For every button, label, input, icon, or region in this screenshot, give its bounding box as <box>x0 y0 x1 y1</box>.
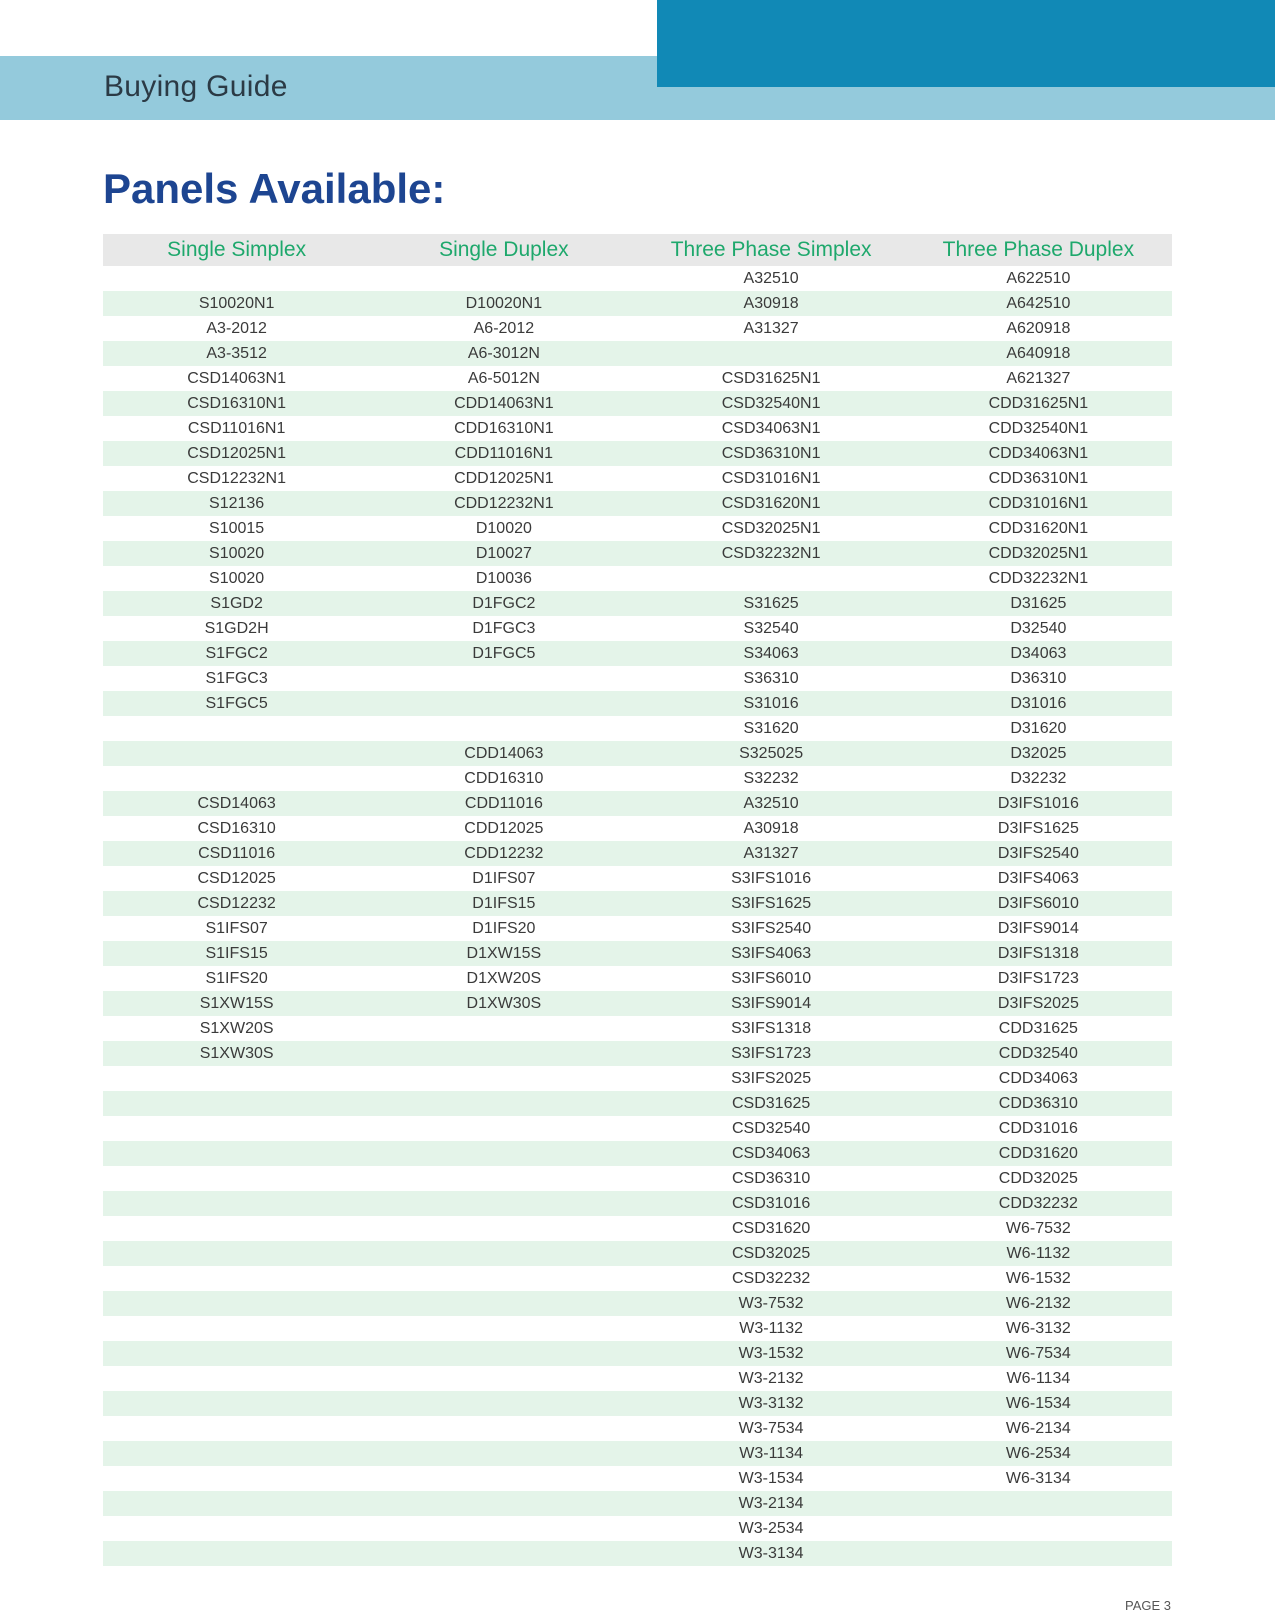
table-cell: CSD32540N1 <box>721 395 821 412</box>
table-cell: D34063 <box>1010 645 1067 662</box>
table-row <box>103 1041 1172 1066</box>
table-cell: S3IFS2540 <box>731 920 812 937</box>
table-cell: CDD14063N1 <box>454 395 554 412</box>
table-cell <box>905 1541 1172 1566</box>
table-cell: D36310 <box>1010 670 1067 687</box>
table-cell: D3IFS6010 <box>997 895 1079 912</box>
table-row <box>103 1216 1172 1241</box>
table-cell: CDD11016N1 <box>454 445 554 462</box>
table-row <box>103 491 1172 516</box>
table-cell: S1XW15S <box>199 995 274 1012</box>
table-cell <box>370 666 637 691</box>
table-cell <box>370 1291 637 1316</box>
table-cell: CDD32540 <box>998 1045 1078 1062</box>
table-row <box>103 791 1172 816</box>
table-cell: W6-3134 <box>1005 1470 1071 1487</box>
column-header-three-phase-duplex: Three Phase Duplex <box>942 238 1135 261</box>
table-cell: CDD31016 <box>998 1120 1078 1137</box>
table-cell: A6-5012N <box>467 370 540 387</box>
table-cell: S31620 <box>743 720 799 737</box>
table-cell <box>103 1366 370 1391</box>
table-cell: S3IFS1723 <box>731 1045 812 1062</box>
table-cell: CSD14063N1 <box>187 370 286 387</box>
table-cell: CDD34063N1 <box>988 445 1089 462</box>
table-cell: CSD11016 <box>198 845 276 862</box>
table-cell: D32232 <box>1010 770 1067 787</box>
table-row <box>103 516 1172 541</box>
table-cell: W6-1532 <box>1005 1270 1071 1287</box>
table-cell <box>103 1541 370 1566</box>
table-row <box>103 1366 1172 1391</box>
table-row <box>103 1416 1172 1441</box>
table-cell: D1XW15S <box>466 945 542 962</box>
table-row <box>103 1266 1172 1291</box>
table-row <box>103 341 1172 366</box>
table-cell <box>370 1466 637 1491</box>
table-cell <box>370 1241 637 1266</box>
table-cell: A622510 <box>1006 270 1071 287</box>
table-cell: D31625 <box>1010 595 1067 612</box>
table-cell: D10027 <box>475 545 532 562</box>
table-cell: CDD14063 <box>464 745 544 762</box>
table-cell <box>103 1141 370 1166</box>
table-cell: CDD16310 <box>464 770 544 787</box>
table-cell: D1FGC2 <box>472 595 536 612</box>
table-cell: W3-3134 <box>738 1545 804 1562</box>
table-cell: D1IFS15 <box>472 895 536 912</box>
table-cell: S10020 <box>209 545 265 562</box>
table-cell: CSD12232N1 <box>187 470 286 487</box>
table-cell <box>103 716 370 741</box>
table-cell <box>370 1491 637 1516</box>
table-row <box>103 1191 1172 1216</box>
page-number: PAGE 3 <box>1124 1598 1171 1613</box>
table-cell: CDD31016N1 <box>988 495 1089 512</box>
table-cell <box>370 1191 637 1216</box>
table-cell: S31016 <box>743 695 799 712</box>
table-cell: CSD31625N1 <box>721 370 821 387</box>
table-cell: CSD34063 <box>731 1145 811 1162</box>
table-row <box>103 841 1172 866</box>
table-cell: CSD31016 <box>731 1195 811 1212</box>
table-cell: S10020 <box>209 570 265 587</box>
table-row <box>103 1166 1172 1191</box>
table-cell <box>370 1066 637 1091</box>
table-cell: S1IFS07 <box>205 920 268 937</box>
table-row <box>103 466 1172 491</box>
table-row <box>103 291 1172 316</box>
table-row <box>103 266 1172 291</box>
table-header-row <box>103 234 1172 266</box>
table-row <box>103 391 1172 416</box>
table-cell: D3IFS4063 <box>997 870 1079 887</box>
table-cell: CSD16310N1 <box>187 395 286 412</box>
table-cell <box>103 1466 370 1491</box>
panels-table <box>103 234 1172 1566</box>
table-cell: W6-2134 <box>1005 1420 1071 1437</box>
table-cell <box>370 1366 637 1391</box>
table-row <box>103 541 1172 566</box>
table-cell: W3-1132 <box>739 1320 803 1337</box>
table-cell: S10020N1 <box>198 295 275 312</box>
table-cell: S1GD2H <box>204 620 269 637</box>
table-cell <box>103 1441 370 1466</box>
table-cell: S36310 <box>743 670 799 687</box>
table-row <box>103 1066 1172 1091</box>
table-cell <box>370 1016 637 1041</box>
table-cell <box>103 1266 370 1291</box>
table-cell: A31327 <box>743 845 799 862</box>
table-cell: S1FGC2 <box>205 645 268 662</box>
table-cell <box>905 1491 1172 1516</box>
table-cell <box>370 1041 637 1066</box>
table-cell: S3IFS4063 <box>731 945 812 962</box>
table-cell <box>370 1441 637 1466</box>
table-cell: D1IFS20 <box>472 920 536 937</box>
table-cell: A6-3012N <box>467 345 540 362</box>
table-cell <box>103 1066 370 1091</box>
table-row <box>103 716 1172 741</box>
table-row <box>103 641 1172 666</box>
table-cell: W6-1534 <box>1005 1395 1071 1412</box>
table-row <box>103 866 1172 891</box>
table-cell: CDD11016 <box>464 795 543 812</box>
table-cell: A642510 <box>1006 295 1071 312</box>
column-header-three-phase-simplex: Three Phase Simplex <box>670 238 872 261</box>
table-cell: S31625 <box>743 595 799 612</box>
table-cell: A32510 <box>743 795 799 812</box>
table-cell: D1IFS07 <box>472 870 536 887</box>
table-cell <box>103 1516 370 1541</box>
table-cell: A6-2012 <box>473 320 535 337</box>
table-cell: S1FGC5 <box>205 695 268 712</box>
table-cell <box>638 341 905 366</box>
table-cell: S32232 <box>743 770 799 787</box>
table-cell: CDD32232 <box>998 1195 1078 1212</box>
table-row <box>103 816 1172 841</box>
table-cell: D10020 <box>475 520 532 537</box>
table-cell: D3IFS1318 <box>997 945 1079 962</box>
table-cell <box>103 766 370 791</box>
table-cell: D3IFS1625 <box>997 820 1079 837</box>
table-cell: D3IFS1016 <box>997 795 1079 812</box>
table-row <box>103 1391 1172 1416</box>
table-cell: W6-1132 <box>1006 1245 1071 1262</box>
table-row <box>103 966 1172 991</box>
table-cell: A621327 <box>1006 370 1071 387</box>
table-cell <box>370 1116 637 1141</box>
table-cell: S1IFS20 <box>205 970 268 987</box>
table-cell <box>370 1141 637 1166</box>
table-cell: S3IFS1016 <box>731 870 812 887</box>
table-cell <box>103 266 370 291</box>
table-cell: A30918 <box>743 820 799 837</box>
table-cell <box>103 1091 370 1116</box>
table-cell <box>103 1241 370 1266</box>
table-cell: S10015 <box>209 520 265 537</box>
table-cell: W3-3132 <box>738 1395 804 1412</box>
table-row <box>103 1291 1172 1316</box>
page-title: Panels Available: <box>103 165 446 212</box>
table-row <box>103 1091 1172 1116</box>
table-row <box>103 941 1172 966</box>
table-row <box>103 591 1172 616</box>
table-row <box>103 441 1172 466</box>
table-cell: W6-2534 <box>1005 1445 1071 1462</box>
table-cell <box>370 266 637 291</box>
table-cell: A30918 <box>743 295 799 312</box>
table-cell: CDD16310N1 <box>454 420 554 437</box>
table-row <box>103 1516 1172 1541</box>
table-cell: CDD31620 <box>998 1145 1078 1162</box>
table-cell: W6-2132 <box>1005 1295 1071 1312</box>
table-cell: D1XW30S <box>466 995 542 1012</box>
table-cell: CDD32025 <box>998 1170 1078 1187</box>
table-cell <box>103 1191 370 1216</box>
table-cell <box>103 1116 370 1141</box>
table-cell: W6-7534 <box>1005 1345 1071 1362</box>
table-cell: S1XW30S <box>199 1045 274 1062</box>
table-row <box>103 1491 1172 1516</box>
table-cell: S3IFS1318 <box>731 1020 812 1037</box>
table-cell <box>370 1391 637 1416</box>
table-cell <box>370 1216 637 1241</box>
table-cell: CDD31625 <box>998 1020 1078 1037</box>
table-cell: CDD36310 <box>998 1095 1078 1112</box>
table-row <box>103 1466 1172 1491</box>
table-cell <box>103 1341 370 1366</box>
column-header-single-duplex: Single Duplex <box>439 238 569 261</box>
table-cell: CSD32025 <box>731 1245 811 1262</box>
table-cell <box>370 1341 637 1366</box>
table-row <box>103 691 1172 716</box>
table-cell: A620918 <box>1006 320 1071 337</box>
table-cell: S1FGC3 <box>205 670 268 687</box>
table-row <box>103 616 1172 641</box>
table-cell: W6-7532 <box>1005 1220 1071 1237</box>
table-cell: W3-2534 <box>738 1520 804 1537</box>
table-cell: D1FGC5 <box>472 645 536 662</box>
table-cell <box>370 1541 637 1566</box>
table-row <box>103 991 1172 1016</box>
table-cell <box>370 691 637 716</box>
table-cell: S3IFS6010 <box>731 970 812 987</box>
table-cell <box>638 566 905 591</box>
table-cell: CSD31016N1 <box>721 470 821 487</box>
table-cell: CSD32540 <box>731 1120 811 1137</box>
table-cell: A31327 <box>743 320 799 337</box>
table-cell: D31620 <box>1010 720 1067 737</box>
table-cell: S3IFS1625 <box>731 895 812 912</box>
table-cell <box>370 1266 637 1291</box>
table-cell <box>370 1091 637 1116</box>
table-cell: CDD31620N1 <box>988 520 1089 537</box>
table-cell: CSD31625 <box>731 1095 811 1112</box>
table-cell <box>103 1166 370 1191</box>
table-row <box>103 566 1172 591</box>
table-cell: W3-7532 <box>738 1295 804 1312</box>
table-cell: D10020N1 <box>465 295 543 312</box>
table-cell <box>103 1316 370 1341</box>
table-row <box>103 416 1172 441</box>
table-body <box>103 266 1172 1566</box>
table-cell <box>370 1416 637 1441</box>
table-cell: S1IFS15 <box>205 945 268 962</box>
header-title: Buying Guide <box>104 70 288 103</box>
table-cell <box>103 1491 370 1516</box>
table-cell: CDD12232N1 <box>454 495 554 512</box>
table-row <box>103 891 1172 916</box>
table-cell: S12136 <box>209 495 265 512</box>
table-row <box>103 316 1172 341</box>
table-cell <box>103 741 370 766</box>
table-row <box>103 1541 1172 1566</box>
table-cell: CDD12025 <box>464 820 544 837</box>
table-cell <box>370 1166 637 1191</box>
table-cell: W3-1134 <box>739 1445 803 1462</box>
table-cell: CSD12025 <box>197 870 276 887</box>
table-cell: A32510 <box>743 270 799 287</box>
table-cell <box>370 716 637 741</box>
table-cell: S3IFS2025 <box>731 1070 812 1087</box>
table-cell: W3-1532 <box>738 1345 804 1362</box>
table-cell: CDD12025N1 <box>454 470 554 487</box>
table-cell: D1XW20S <box>466 970 542 987</box>
table-cell: CSD16310 <box>197 820 276 837</box>
table-row <box>103 1116 1172 1141</box>
table-cell: W6-1134 <box>1006 1370 1071 1387</box>
table-row <box>103 1141 1172 1166</box>
table-cell: CSD36310 <box>731 1170 811 1187</box>
table-row <box>103 666 1172 691</box>
table-cell: CSD12232 <box>197 895 276 912</box>
table-cell <box>103 1391 370 1416</box>
table-cell: S34063 <box>743 645 799 662</box>
table-cell: CSD31620 <box>731 1220 811 1237</box>
table-cell <box>905 1516 1172 1541</box>
table-row <box>103 1016 1172 1041</box>
table-cell: S3IFS9014 <box>731 995 812 1012</box>
table-cell: D31016 <box>1010 695 1067 712</box>
table-cell: S325025 <box>739 745 804 762</box>
table-cell: CSD32232 <box>731 1270 811 1287</box>
table-cell <box>103 1416 370 1441</box>
table-cell: CDD31625N1 <box>988 395 1089 412</box>
table-row <box>103 1441 1172 1466</box>
table-cell: D3IFS9014 <box>997 920 1079 937</box>
table-cell: CSD36310N1 <box>721 445 821 462</box>
table-cell: S32540 <box>743 620 799 637</box>
table-cell: W3-7534 <box>738 1420 804 1437</box>
table-row <box>103 766 1172 791</box>
table-cell: W3-1534 <box>738 1470 804 1487</box>
table-cell: W3-2132 <box>738 1370 804 1387</box>
table-cell: A3-3512 <box>206 345 267 362</box>
table-cell: D32025 <box>1010 745 1067 762</box>
table-cell: A3-2012 <box>206 320 267 337</box>
table-row <box>103 1241 1172 1266</box>
table-cell: S1XW20S <box>199 1020 274 1037</box>
table-row <box>103 741 1172 766</box>
table-row <box>103 1316 1172 1341</box>
table-cell: CDD32025N1 <box>988 545 1089 562</box>
header-accent-block <box>657 0 1275 87</box>
table-row <box>103 1341 1172 1366</box>
table-cell <box>103 1216 370 1241</box>
table-cell: W6-3132 <box>1005 1320 1071 1337</box>
table-cell: CSD31620N1 <box>721 495 821 512</box>
table-cell: D3IFS2540 <box>997 845 1079 862</box>
table-cell: CSD14063 <box>197 795 276 812</box>
table-cell <box>103 1291 370 1316</box>
table-cell: W3-2134 <box>738 1495 804 1512</box>
column-header-single-simplex: Single Simplex <box>167 238 307 261</box>
table-cell <box>370 1516 637 1541</box>
table-cell: CDD36310N1 <box>988 470 1089 487</box>
table-cell: D3IFS1723 <box>997 970 1079 987</box>
table-cell: CDD32232N1 <box>988 570 1089 587</box>
table-cell: A640918 <box>1006 345 1071 362</box>
table-cell: CSD34063N1 <box>721 420 821 437</box>
table-cell: CDD34063 <box>998 1070 1078 1087</box>
table-cell: D32540 <box>1010 620 1067 637</box>
table-row <box>103 366 1172 391</box>
table-cell: S1GD2 <box>210 595 263 612</box>
table-cell: D10036 <box>475 570 532 587</box>
table-cell: D3IFS2025 <box>997 995 1079 1012</box>
table-cell: CSD32232N1 <box>721 545 821 562</box>
table-row <box>103 916 1172 941</box>
table-cell: CSD12025N1 <box>187 445 286 462</box>
table-cell <box>370 1316 637 1341</box>
table-cell: CDD32540N1 <box>988 420 1089 437</box>
table-cell: CSD11016N1 <box>187 420 286 437</box>
table-cell: CSD32025N1 <box>721 520 821 537</box>
table-cell: D1FGC3 <box>472 620 536 637</box>
table-cell: CDD12232 <box>464 845 544 862</box>
